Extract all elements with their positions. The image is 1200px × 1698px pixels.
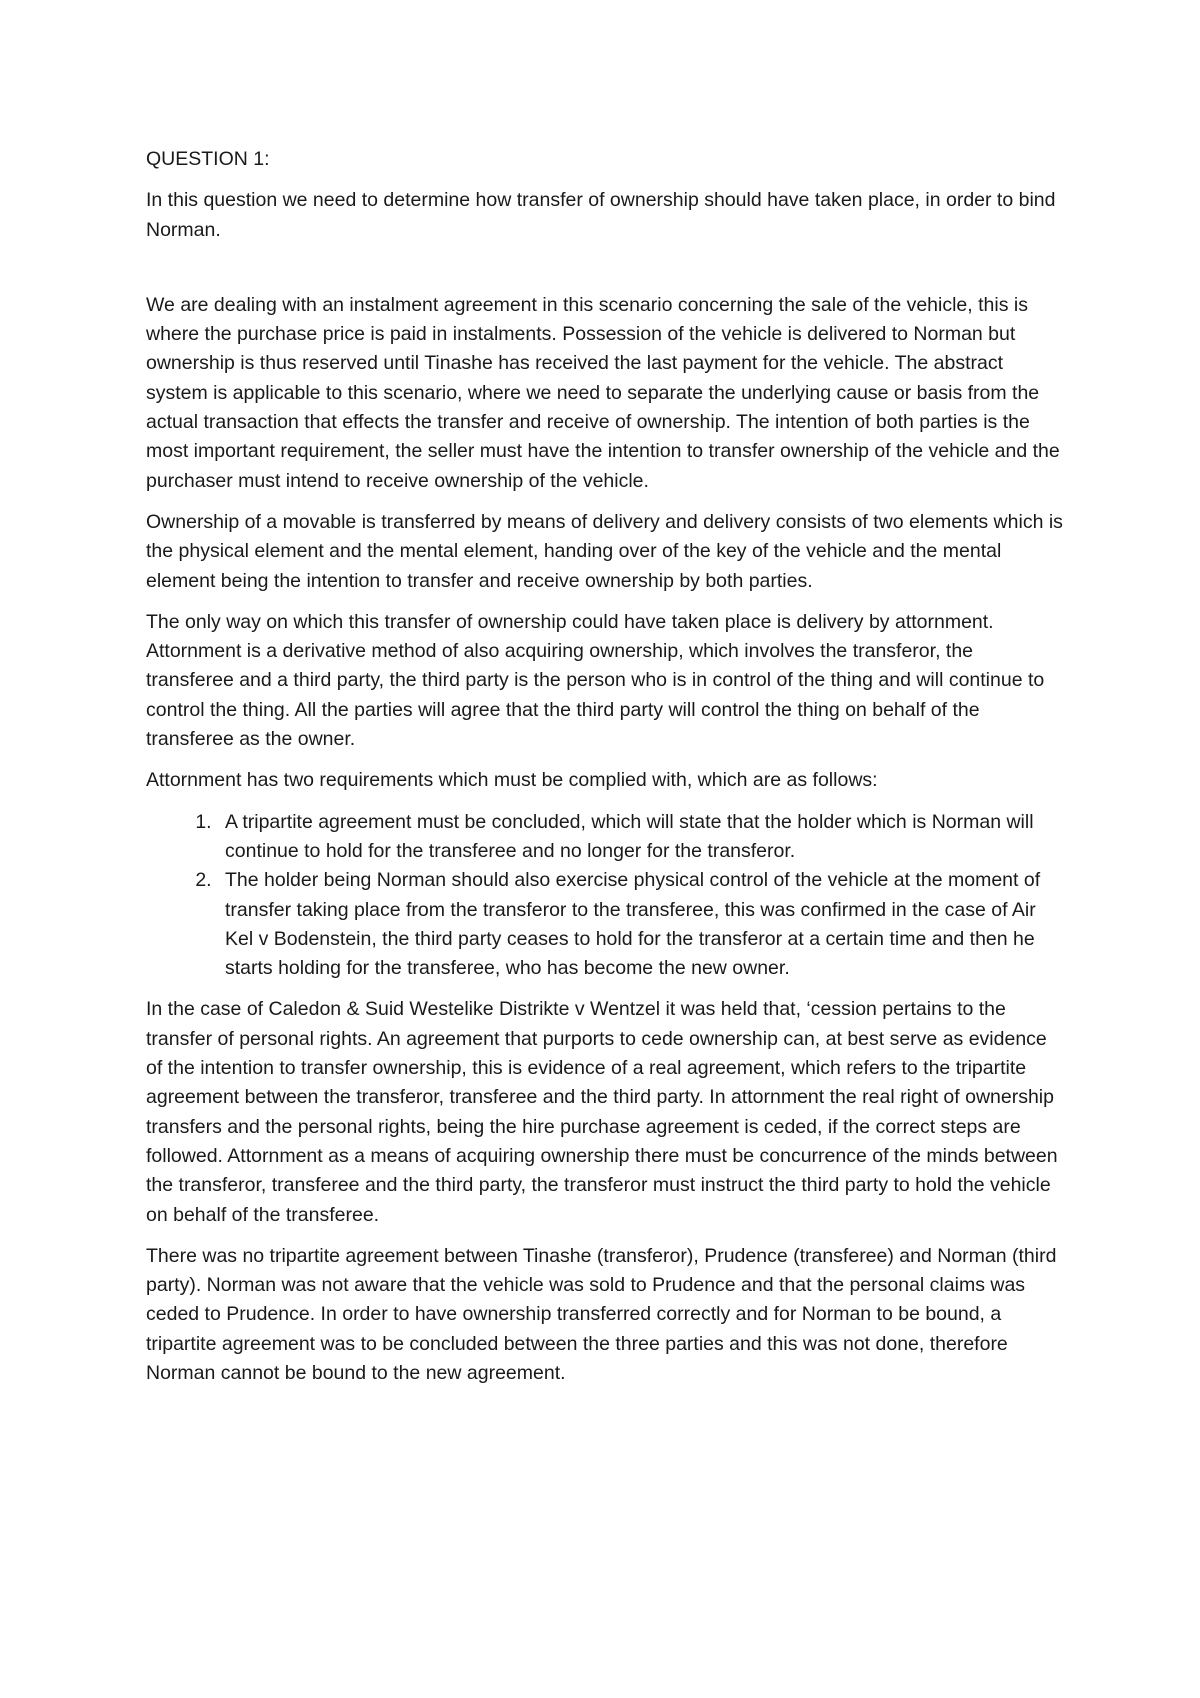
case-law-paragraph: In the case of Caledon & Suid Westelike Distrikte v Wentzel it was held that, ‘cession pertains to the transfer of personal rights. An agreement that purports to cede ownership can, at best serve as evidence of the intention to transfer ownership, this is evidence of a real agreement, which refers to the tripartite agreement between the transferor, transferee and the third party. In attornment the real right of ownership transfers and the personal rights, being the hire purchase agreement is ceded, if the correct steps are followed. Attornment as a means of acquiring ownership there must be concurrence of the minds between the transferor, transferee and the third party, the transferor must instruct the third party to hold the vehicle on behalf of the transferee. bbox=[146, 998, 1058, 1226]
instalment-paragraph: We are dealing with an instalment agreement in this scenario concerning the sale of the vehicle, this is where the purchase price is paid in instalments. Possession of the vehicle is delivered to Norman but ownership is thus reserved until Tinashe has received the last payment for the vehicle. The abstract system is applicable to this scenario, where we need to separate the underlying cause or basis from the actual transaction that effects the transfer and receive of ownership. The intention of both parties is the most important requirement, the seller must have the intention to transfer ownership of the vehicle and the purchaser must intend to receive ownership of the vehicle. bbox=[146, 293, 1060, 492]
document-body bbox=[146, 145, 1064, 1400]
requirement-item: 1. A tripartite agreement must be concluded, which will state that the holder which is Norman will continue to hold for the transferee and no longer for the transferor. bbox=[217, 808, 1064, 867]
requirement-item: 2. The holder being Norman should also exercise physical control of the vehicle at the moment of transfer taking place from the transferor to the transferee, this was confirmed in the case of Air Kel v Bodenstein, the third party ceases to hold for the transferor at a certain time and then he starts holding for the transferee, who has become the new owner. bbox=[217, 866, 1064, 983]
delivery-paragraph: Ownership of a movable is transferred by means of delivery and delivery consists of two elements which is the physical element and the mental element, handing over of the key of the vehicle and the mental element being the intention to transfer and receive ownership by both parties. bbox=[146, 510, 1063, 592]
question-heading: QUESTION 1: bbox=[146, 148, 270, 170]
conclusion-paragraph: There was no tripartite agreement between Tinashe (transferor), Prudence (transferee) and Norman (third party). Norman was not aware that the vehicle was sold to Prudence and that the personal claims was ceded to Prudence. In order to have ownership transferred correctly and for Norman to be bound, a tripartite agreement was to be concluded between the three parties and this was not done, therefore Norman cannot be bound to the new agreement. bbox=[146, 1244, 1057, 1384]
requirements-list bbox=[146, 808, 1064, 984]
attornment-paragraph: The only way on which this transfer of ownership could have taken place is delivery by attornment. Attornment is a derivative method of also acquiring ownership, which involves the transferor, the transferee and a third party, the third party is the person who is in control of the thing and will continue to control the thing. All the parties will agree that the third party will control the thing on behalf of the transferee as the owner. bbox=[146, 610, 1045, 751]
intro-paragraph: In this question we need to determine how transfer of ownership should have taken place, in order to bind Norman. bbox=[146, 189, 1056, 241]
requirements-intro-paragraph: Attornment has two requirements which must be complied with, which are as follows: bbox=[146, 769, 878, 792]
